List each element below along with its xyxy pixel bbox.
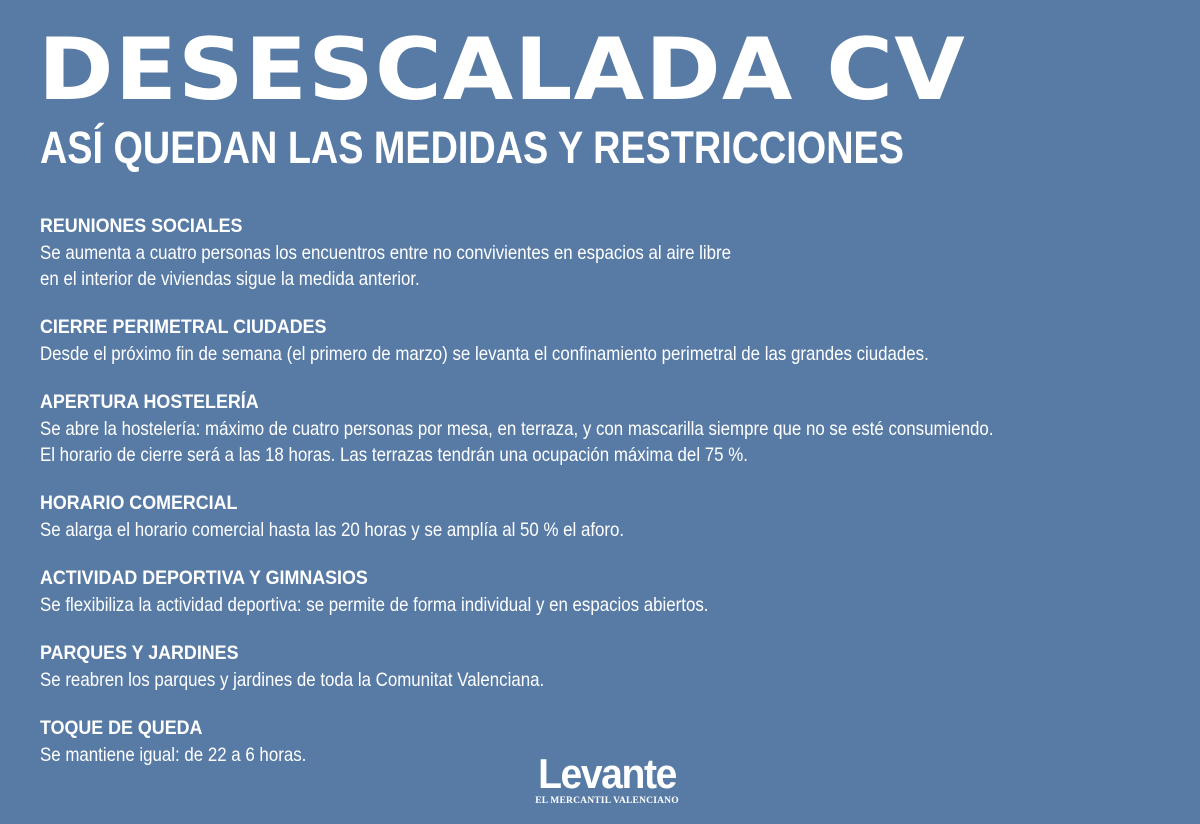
- section-reuniones-sociales: [40, 214, 1180, 292]
- section-apertura-hosteleria: [40, 390, 1180, 468]
- levante-logo: [527, 752, 687, 806]
- section-text: Se mantiene igual: de 22 a 6 horas.: [40, 744, 307, 766]
- section-text: en el interior de viviendas sigue la medida anterior.: [40, 268, 420, 290]
- logo-tagline: EL MERCANTIL VALENCIANO: [535, 796, 679, 806]
- section-heading: ACTIVIDAD DEPORTIVA Y GIMNASIOS: [40, 568, 368, 589]
- section-horario-comercial: [40, 491, 1180, 543]
- section-heading: HORARIO COMERCIAL: [40, 493, 238, 514]
- page-subtitle: ASÍ QUEDAN LAS MEDIDAS Y RESTRICCIONES: [40, 122, 904, 173]
- section-heading: APERTURA HOSTELERÍA: [40, 392, 259, 413]
- section-heading: REUNIONES SOCIALES: [40, 216, 243, 237]
- section-text: El horario de cierre será a las 18 horas. Las terrazas tendrán una ocupación máxima del 75 %.: [40, 444, 748, 466]
- section-parques-jardines: [40, 641, 1180, 693]
- section-text: Se reabren los parques y jardines de toda la Comunitat Valenciana.: [40, 669, 545, 691]
- section-cierre-perimetral: [40, 315, 1180, 367]
- section-heading: CIERRE PERIMETRAL CIUDADES: [40, 317, 327, 338]
- section-text: Se flexibiliza la actividad deportiva: se permite de forma individual y en espacios abiertos.: [40, 594, 709, 616]
- section-text: Se alarga el horario comercial hasta las 20 horas y se amplía al 50 % el aforo.: [40, 519, 625, 541]
- section-text: Desde el próximo fin de semana (el primero de marzo) se levanta el confinamiento perimetral de las grandes ciudades.: [40, 343, 929, 365]
- section-text: Se abre la hostelería: máximo de cuatro personas por mesa, en terraza, y con mascarilla siempre que no se esté consumiendo.: [40, 418, 994, 440]
- logo-name: Levante: [538, 750, 676, 797]
- section-heading: PARQUES Y JARDINES: [40, 643, 239, 664]
- measures-list: [40, 214, 1180, 791]
- page-title: DESESCALADA CV: [38, 20, 966, 120]
- section-text: Se aumenta a cuatro personas los encuentros entre no convivientes en espacios al aire libre: [40, 242, 732, 264]
- section-heading: TOQUE DE QUEDA: [40, 718, 203, 739]
- section-actividad-deportiva: [40, 566, 1180, 618]
